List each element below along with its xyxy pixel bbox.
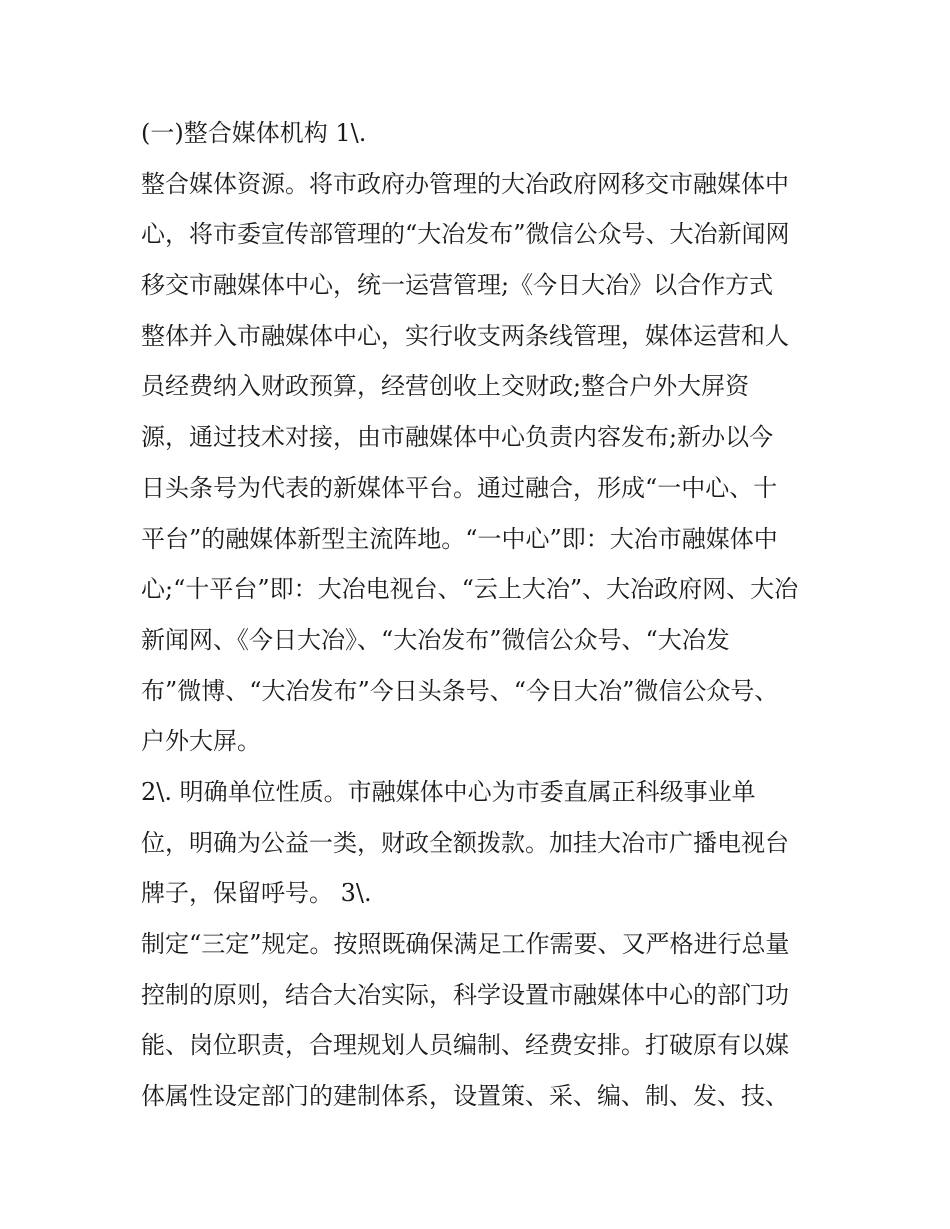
text-line: 源，通过技术对接，由市融媒体中心负责内容发布;新办以今 (141, 423, 774, 452)
text-line: 心，将市委宣传部管理的“大冶发布”微信公众号、大冶新闻网 (141, 220, 790, 249)
text-line: 户外大屏。 (141, 727, 261, 756)
text-line: 能、岗位职责，合理规划人员编制、经费安排。打破原有以媒 (141, 1031, 789, 1060)
section-heading: (一)整合媒体机构 1\. (141, 119, 367, 147)
text-line: 控制的原则，结合大冶实际，科学设置市融媒体中心的部门功 (141, 980, 789, 1009)
text-line: 日头条号为代表的新媒体平台。通过融合，形成“一中心、十 (141, 473, 778, 502)
text-line: 移交市融媒体中心，统一运营管理;《今日大冶》以合作方式 (141, 271, 774, 300)
text-line: 新闻网、《今日大冶》、“大冶发布”微信公众号、“大冶发 (141, 625, 730, 654)
text-line: 心;“十平台”即：大冶电视台、“云上大冶”、大冶政府网、大冶 (141, 575, 799, 604)
text-line: 位，明确为公益一类，财政全额拨款。加挂大冶市广播电视台 (141, 828, 789, 857)
text-line: 整合媒体资源。将市政府办管理的大冶政府网移交市融媒体中 (141, 169, 789, 198)
text-line: 整体并入市融媒体中心，实行收支两条线管理，媒体运营和人 (141, 321, 789, 350)
text-line: 布”微博、“大冶发布”今日头条号、“今日大冶”微信公众号、 (141, 676, 779, 705)
text-line: 牌子，保留呼号。 3\. (141, 879, 372, 908)
text-line: 体属性设定部门的建制体系，设置策、采、编、制、发、技、 (141, 1082, 789, 1111)
text-line: 平台”的融媒体新型主流阵地。“一中心”即：大冶市融媒体中 (141, 524, 778, 553)
text-line: 员经费纳入财政预算，经营创收上交财政;整合户外大屏资 (141, 372, 750, 401)
text-line: 2\. 明确单位性质。市融媒体中心为市委直属正科级事业单 (141, 777, 756, 806)
text-line: 制定“三定”规定。按照既确保满足工作需要、又严格进行总量 (141, 930, 790, 958)
document-body (141, 108, 821, 1122)
